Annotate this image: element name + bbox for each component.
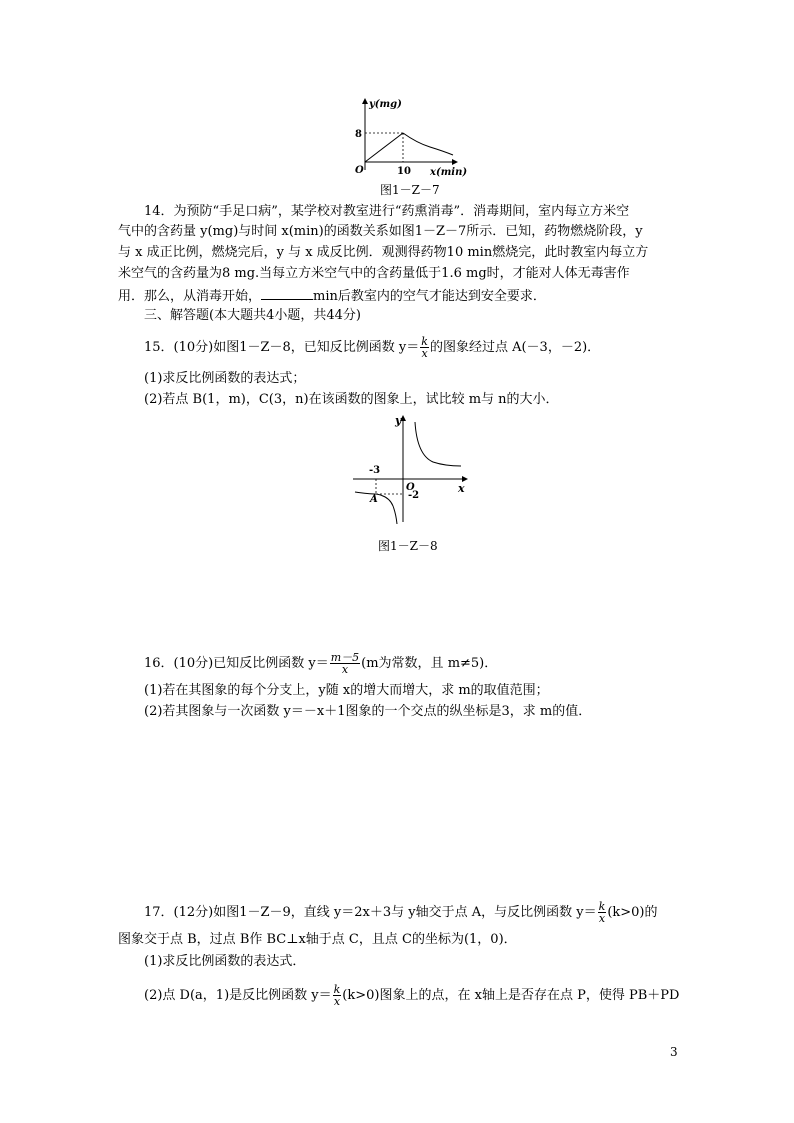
- x-axis-label: x: [458, 482, 465, 495]
- y-axis-label: y: [395, 414, 402, 427]
- fraction-denominator: x: [330, 663, 360, 675]
- origin-label: O: [355, 165, 364, 176]
- section-heading: 三、解答题(本大题共4小题，共44分): [144, 308, 361, 323]
- q17-intro-start: 17．(12分)如图1－Z－9，直线 y＝2x＋3与 y轴交于点 A，与反比例函数 y＝: [144, 905, 597, 920]
- q14-line3: 与 x 成正比例，燃烧完后，y 与 x 成反比例．观测得药物10 min燃烧完，此时教室内每立方: [118, 245, 649, 260]
- figure-1-z-8: [345, 410, 475, 530]
- q17-part2-end: (k>0)图象上的点，在 x轴上是否存在点 P，使得 PB＋PD: [342, 988, 680, 1003]
- q15-part1: (1)求反比例函数的表达式；: [144, 371, 306, 386]
- q16-fraction: [330, 652, 360, 675]
- page-number: 3: [670, 1045, 678, 1059]
- x-axis-arrow: [452, 159, 458, 165]
- q17-intro-end: (k>0)的: [607, 905, 658, 920]
- fraction-denominator: x: [333, 995, 341, 1008]
- x-axis-label: x(min): [430, 167, 468, 178]
- q15-intro-end: 的图象经过点 A(－3，－2)．: [429, 340, 601, 355]
- y-tick-label: -2: [408, 490, 420, 501]
- q16-intro-end: (m为常数，且 m≠5)．: [361, 656, 498, 671]
- y-axis-label: y(mg): [369, 99, 402, 110]
- fraction-numerator: k: [598, 900, 606, 913]
- q17-part2-fraction: [333, 984, 342, 1007]
- q16-intro-start: 16．(10分)已知反比例函数 y＝: [144, 656, 329, 671]
- q14-line2: 气中的含药量 y(mg)与时间 x(min)的函数关系如图1－Z－7所示．已知，药物燃烧阶段，y: [118, 224, 643, 239]
- q17-line2: 图象交于点 B，过点 B作 BC⊥x轴于点 C，且点 C的坐标为(1，0)．: [118, 932, 517, 947]
- fraction-numerator: k: [333, 983, 341, 996]
- q14-line5-end: min后教室内的空气才能达到安全要求．: [313, 289, 546, 304]
- x-tick-label: -3: [369, 465, 381, 476]
- q17-part2-start: (2)点 D(a，1)是反比例函数 y＝: [144, 988, 332, 1003]
- q15-intro: [144, 336, 600, 359]
- origin-label: O: [406, 482, 415, 493]
- answer-blank[interactable]: [261, 287, 313, 300]
- q17-fraction: [598, 901, 607, 924]
- y-axis-arrow: [362, 98, 368, 104]
- q16-part1: (1)若在其图象的每个分支上，y随 x的增大而增大，求 m的取值范围；: [144, 683, 549, 698]
- q14-line5: [118, 287, 546, 305]
- q14-line5-start: 用．那么，从消毒开始，: [118, 289, 262, 304]
- q17-intro: [144, 901, 658, 924]
- figure-1-z-8-caption: 图1－Z－8: [378, 539, 438, 553]
- fraction-numerator: k: [421, 335, 428, 348]
- fraction-denominator: x: [421, 347, 428, 360]
- q14-line4: 米空气的含药量为8 mg.当每立方米空气中的含药量低于1.6 mg时，才能对人体无毒害作: [118, 266, 630, 281]
- q17-part1: (1)求反比例函数的表达式．: [144, 954, 306, 969]
- decay-curve: [403, 133, 453, 155]
- q17-part2: [144, 984, 679, 1007]
- q14-line1: 14．为预防“手足口病”，某学校对教室进行“药熏消毒”．消毒期间，室内每立方米空: [144, 204, 630, 219]
- q16-intro: [144, 652, 497, 675]
- q15-part2: (2)若点 B(1，m)，C(3，n)在该函数的图象上，试比较 m与 n的大小．: [144, 392, 559, 407]
- y-tick-label: 8: [355, 129, 362, 140]
- point-a-label: A: [370, 494, 378, 505]
- rising-segment: [365, 133, 403, 162]
- q15-fraction: [420, 336, 429, 359]
- q16-part2: (2)若其图象与一次函数 y＝－x＋1图象的一个交点的纵坐标是3，求 m的值．: [144, 704, 592, 719]
- x-tick-label: 10: [397, 166, 411, 177]
- figure-1-z-7-caption: 图1－Z－7: [380, 183, 440, 197]
- fraction-numerator: m－5: [330, 651, 360, 664]
- hyperbola-branch-upper: [415, 422, 461, 466]
- fraction-denominator: x: [598, 912, 606, 925]
- figure-1-z-7: [345, 95, 470, 180]
- q15-intro-start: 15．(10分)如图1－Z－8，已知反比例函数 y＝: [144, 340, 420, 355]
